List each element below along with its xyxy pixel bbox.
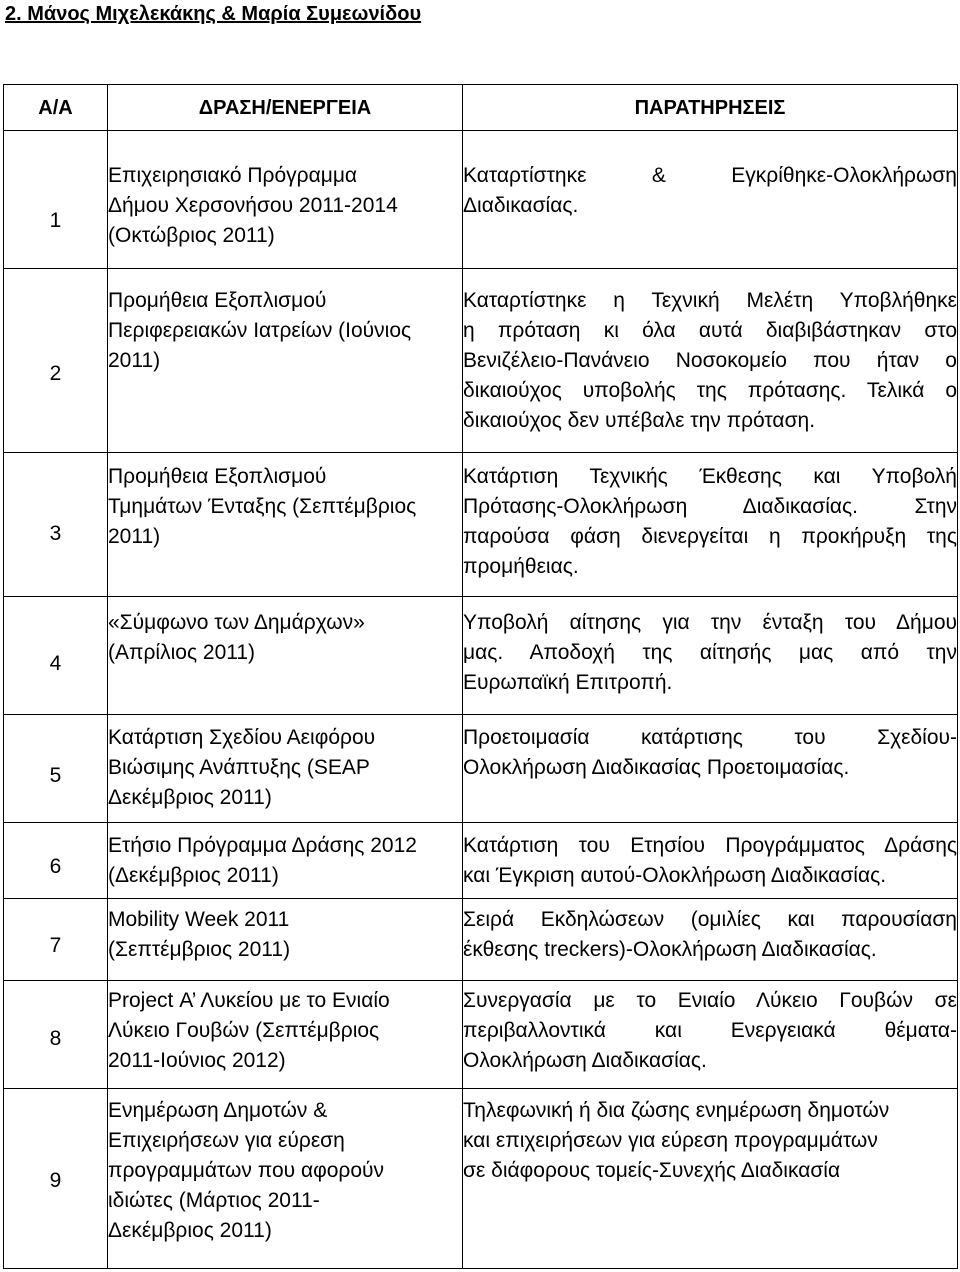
remarks-line: έκθεσης treckers)-Ολοκλήρωση Διαδικασίας. xyxy=(463,938,877,961)
action-line: (Σεπτέμβριος 2011) xyxy=(108,938,291,961)
table-row xyxy=(4,597,958,715)
row-number: 2 xyxy=(4,269,108,453)
action-line: Λύκειο Γουβών (Σεπτέμβριος xyxy=(108,1019,380,1042)
remarks-line: η πρόταση κι όλα αυτά διαβιβάστηκαν στο xyxy=(463,319,957,342)
row-number: 7 xyxy=(4,899,108,981)
remarks-cell xyxy=(463,131,958,269)
action-line: Project Α’ Λυκείου με το Ενιαίο xyxy=(108,989,390,1012)
table-row xyxy=(4,981,958,1089)
remarks-line: και επιχειρήσεων για εύρεση προγραμμάτων xyxy=(463,1129,878,1152)
remarks-line: και Έγκριση αυτού-Ολοκλήρωση Διαδικασίας. xyxy=(463,864,887,887)
remarks-line: Κατάρτιση Τεχνικής Έκθεσης και Υποβολή xyxy=(463,465,957,488)
action-line: Δεκέμβριος 2011) xyxy=(108,786,272,809)
action-cell xyxy=(108,1089,463,1269)
action-line: «Σύμφωνο των Δημάρχων» xyxy=(108,611,365,634)
remarks-line: δικαιούχος υποβολής της πρότασης. Τελικά ο xyxy=(463,379,957,402)
remarks-cell xyxy=(463,823,958,899)
remarks-line: Κατάρτιση του Ετησίου Προγράμματος Δράσης xyxy=(463,834,957,857)
actions-table xyxy=(3,84,958,1269)
action-cell xyxy=(108,453,463,597)
action-line: Κατάρτιση Σχεδίου Αειφόρου xyxy=(108,726,376,749)
row-number: 8 xyxy=(4,981,108,1089)
remarks-line: Διαδικασίας. xyxy=(463,194,579,217)
action-cell xyxy=(108,981,463,1089)
action-line: (Δεκέμβριος 2011) xyxy=(108,864,279,887)
action-line: Περιφερειακών Ιατρείων (Ιούνιος xyxy=(108,319,412,342)
row-number: 9 xyxy=(4,1089,108,1269)
action-line: (Απρίλιος 2011) xyxy=(108,641,256,664)
remarks-cell xyxy=(463,453,958,597)
remarks-cell xyxy=(463,715,958,823)
remarks-line: δικαιούχος δεν υπέβαλε την πρόταση. xyxy=(463,409,816,432)
row-number: 6 xyxy=(4,823,108,899)
action-line: προγραμμάτων που αφορούν xyxy=(108,1159,385,1182)
table-row xyxy=(4,823,958,899)
remarks-line: Σειρά Εκδηλώσεων (ομιλίες και παρουσίαση xyxy=(463,908,957,931)
action-cell xyxy=(108,899,463,981)
action-line: Mobility Week 2011 xyxy=(108,908,290,931)
remarks-line: Βενιζέλειο-Πανάνειο Νοσοκομείο που ήταν ο xyxy=(463,349,957,372)
remarks-cell xyxy=(463,981,958,1089)
remarks-line: Συνεργασία με το Ενιαίο Λύκειο Γουβών σε xyxy=(463,989,957,1012)
remarks-line: Πρότασης-Ολοκλήρωση Διαδικασίας. Στην xyxy=(463,495,957,518)
table-row xyxy=(4,131,958,269)
remarks-line: Προετοιμασία κατάρτισης του Σχεδίου- xyxy=(463,726,957,749)
table-header-row xyxy=(4,85,958,131)
table-row xyxy=(4,1089,958,1269)
action-line: (Οκτώβριος 2011) xyxy=(108,224,275,247)
action-line: Ετήσιο Πρόγραμμα Δράσης 2012 xyxy=(108,834,417,857)
remarks-line: Καταρτίστηκε & Εγκρίθηκε-Ολοκλήρωση xyxy=(463,164,957,187)
action-cell xyxy=(108,715,463,823)
remarks-cell xyxy=(463,597,958,715)
remarks-line: Τηλεφωνική ή δια ζώσης ενημέρωση δημοτών xyxy=(463,1099,890,1122)
action-line: Ενημέρωση Δημοτών & xyxy=(108,1099,328,1122)
action-cell xyxy=(108,269,463,453)
row-number: 4 xyxy=(4,597,108,715)
remarks-line: μας. Αποδοχή της αίτησής μας από την xyxy=(463,641,957,664)
remarks-line: σε διάφορους τομείς-Συνεχής Διαδικασία xyxy=(463,1159,841,1182)
remarks-line: Υποβολή αίτησης για την ένταξη του Δήμου xyxy=(463,611,957,634)
action-line: 2011) xyxy=(108,349,161,372)
remarks-line: Ευρωπαϊκή Επιτροπή. xyxy=(463,671,673,694)
table-row xyxy=(4,899,958,981)
remarks-line: παρούσα φάση διενεργείται η προκήρυξη της xyxy=(463,525,957,548)
row-number: 5 xyxy=(4,715,108,823)
action-line: 2011-Ιούνιος 2012) xyxy=(108,1049,286,1072)
table-row xyxy=(4,453,958,597)
row-number: 1 xyxy=(4,131,108,269)
action-line: Επιχειρήσεων για εύρεση xyxy=(108,1129,345,1152)
action-line: Τμημάτων Ένταξης (Σεπτέμβριος xyxy=(108,495,417,518)
action-cell xyxy=(108,131,463,269)
remarks-cell xyxy=(463,1089,958,1269)
table-row xyxy=(4,715,958,823)
action-line: Προμήθεια Εξοπλισμού xyxy=(108,465,327,488)
remarks-cell xyxy=(463,899,958,981)
action-line: Δήμου Χερσονήσου 2011-2014 xyxy=(108,194,398,217)
table-row xyxy=(4,269,958,453)
header-remarks: ΠΑΡΑΤΗΡΗΣΕΙΣ xyxy=(463,85,958,131)
header-action: ΔΡΑΣΗ/ΕΝΕΡΓΕΙΑ xyxy=(108,85,463,131)
remarks-line: Ολοκλήρωση Διαδικασίας. xyxy=(463,1049,707,1072)
remarks-cell xyxy=(463,269,958,453)
remarks-line: περιβαλλοντικά και Ενεργειακά θέματα- xyxy=(463,1019,957,1042)
row-number: 3 xyxy=(4,453,108,597)
action-line: ιδιώτες (Μάρτιος 2011- xyxy=(108,1189,320,1212)
action-line: Δεκέμβριος 2011) xyxy=(108,1219,272,1242)
header-number: Α/Α xyxy=(4,85,108,131)
remarks-line: Ολοκλήρωση Διαδικασίας Προετοιμασίας. xyxy=(463,756,850,779)
action-line: Προμήθεια Εξοπλισμού xyxy=(108,289,327,312)
action-cell xyxy=(108,823,463,899)
section-heading: 2. Μάνος Μιχελεκάκης & Μαρία Συμεωνίδου xyxy=(5,3,422,25)
remarks-line: Καταρτίστηκε η Τεχνική Μελέτη Υποβλήθηκε xyxy=(463,289,957,312)
action-line: 2011) xyxy=(108,525,161,548)
action-cell xyxy=(108,597,463,715)
action-line: Επιχειρησιακό Πρόγραμμα xyxy=(108,164,358,187)
action-line: Βιώσιμης Ανάπτυξης (SEAP xyxy=(108,756,370,779)
remarks-line: προμήθειας. xyxy=(463,555,579,578)
